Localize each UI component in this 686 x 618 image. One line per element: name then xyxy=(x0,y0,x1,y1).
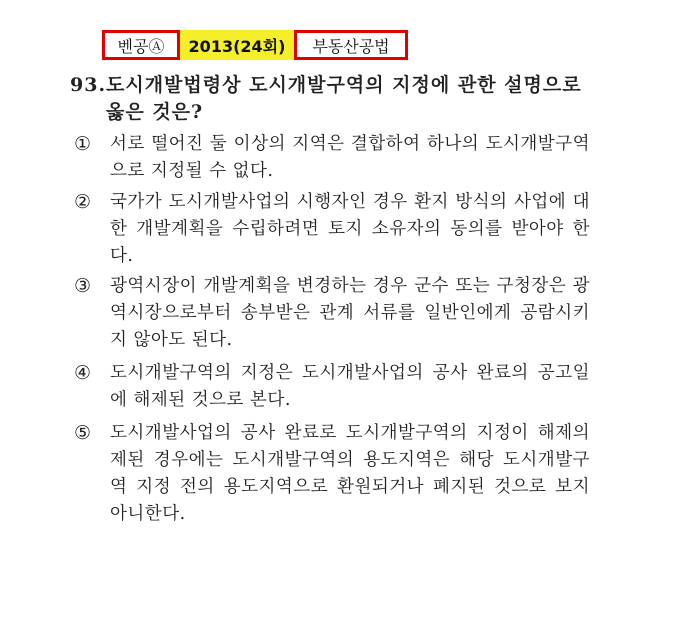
option-text: 광역시장이 개발계획을 변경하는 경우 군수 또는 구청장은 광역시장으로부터 송부받은 관계 서류를 일반인에게 공람시키지 않아도 된다. xyxy=(110,276,590,350)
option-3 xyxy=(70,273,590,354)
year-label: 2013(24회) xyxy=(180,30,294,60)
option-5 xyxy=(70,420,590,528)
option-text: 도시개발사업의 공사 완료로 도시개발구역의 지정이 해제의제된 경우에는 도시개발구역의 용도지역은 해당 도시개발구역 지정 전의 용도지역으로 환원되거나 폐지된 것으로 보지 아니한다. xyxy=(110,423,590,524)
option-text: 국가가 도시개발사업의 시행자인 경우 환지 방식의 사업에 대한 개발계획을 수립하려면 토지 소유자의 동의를 받아야 한다. xyxy=(110,192,590,266)
option-marker: ② xyxy=(74,191,92,213)
exam-header xyxy=(102,30,408,60)
option-2 xyxy=(70,189,590,270)
option-marker: ③ xyxy=(74,275,92,297)
option-marker: ① xyxy=(74,133,92,155)
option-marker: ④ xyxy=(74,362,92,384)
question-text: 도시개발법령상 도시개발구역의 지정에 관한 설명으로 옳은 것은? xyxy=(106,74,582,123)
option-4 xyxy=(70,360,590,414)
source-label: 벤공Ⓐ xyxy=(102,30,180,60)
question xyxy=(70,72,590,126)
subject-label: 부동산공법 xyxy=(294,30,408,60)
question-number: 93. xyxy=(70,74,107,96)
option-1 xyxy=(70,131,590,185)
option-text: 도시개발구역의 지정은 도시개발사업의 공사 완료의 공고일에 해제된 것으로 본다. xyxy=(110,363,590,410)
option-marker: ⑤ xyxy=(74,422,92,444)
option-text: 서로 떨어진 둘 이상의 지역은 결합하여 하나의 도시개발구역으로 지정될 수 없다. xyxy=(110,134,590,181)
